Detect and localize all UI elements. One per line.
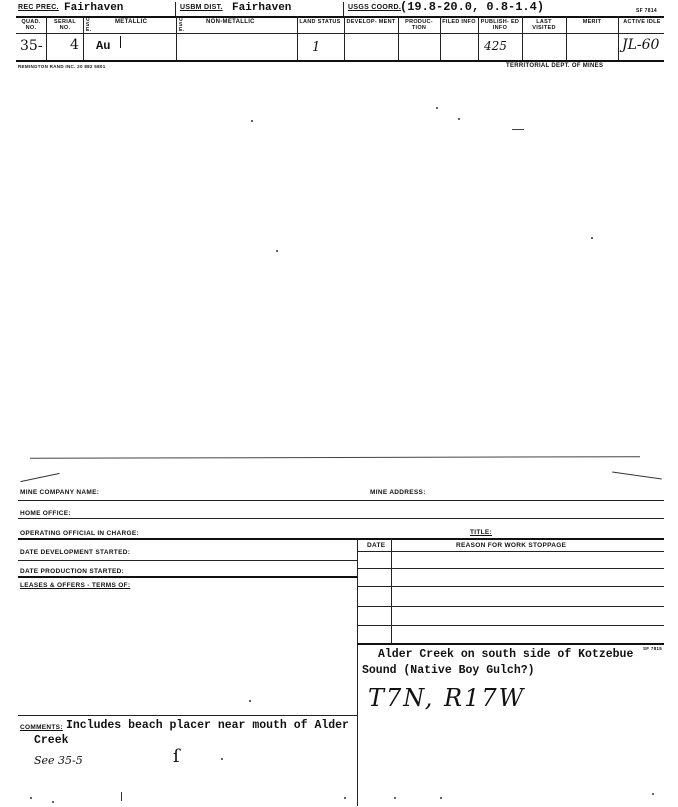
comments-line1: Includes beach placer near mouth of Alder (66, 719, 349, 732)
leases-offers-label: LEASES & OFFERS - TERMS OF: (20, 582, 131, 589)
header-filed-info: FILED INFO (442, 19, 476, 25)
header-production: PRODUC- TION (405, 19, 433, 31)
serial-value: 4 (70, 37, 79, 53)
department-imprint: TERRITORIAL DEPT. OF MINES (506, 63, 604, 69)
header-published-info: PUBLISH- ED INFO (480, 19, 520, 31)
header-land-status: LAND STATUS (299, 19, 341, 25)
date-column-header: DATE (367, 542, 386, 549)
header-use-metallic: U S E. (86, 17, 92, 33)
header-non-metallic: NON-METALLIC (206, 19, 255, 25)
published-info-value: 425 (484, 39, 507, 53)
date-development-label: DATE DEVELOPMENT STARTED: (20, 549, 131, 556)
land-status-value: 1 (312, 40, 321, 55)
usgs-coord-label: USGS COORD. (348, 4, 402, 11)
see-reference-note: See 35-5 (34, 754, 83, 767)
header-quad-no: QUAD. NO. (21, 19, 41, 31)
date-production-label: DATE PRODUCTION STARTED: (20, 568, 125, 575)
township-range-note: T7N, R17W (368, 684, 526, 712)
header-metallic: METALLIC (115, 19, 148, 25)
mine-company-name-label: MINE COMPANY NAME: (20, 489, 100, 496)
rec-prec-label: REC PREC. (18, 4, 59, 11)
home-office-label: HOME OFFICE: (20, 510, 71, 517)
comments-label: COMMENTS: (20, 724, 63, 731)
header-last-visited: LAST VISITED (532, 19, 556, 31)
location-note-line1: Alder Creek on south side of Kotzebue (378, 648, 634, 661)
usgs-coord-value: (19.8-20.0, 0.8-1.4) (400, 0, 545, 14)
location-note-line2: Sound (Native Boy Gulch?) (362, 664, 535, 677)
reason-column-header: REASON FOR WORK STOPPAGE (456, 542, 567, 549)
rec-prec-value: Fairhaven (64, 2, 124, 14)
operating-official-label: OPERATING OFFICIAL IN CHARGE: (20, 530, 139, 537)
header-use-non-metallic: U S E. (179, 17, 185, 33)
form-number-top: SF 7814 (636, 8, 658, 14)
form-number-bottom: SF 7815 (643, 646, 663, 651)
quad-value: 35- (20, 38, 43, 54)
header-development: DEVELOP- MENT (346, 19, 396, 25)
header-merit: MERIT (582, 19, 602, 25)
mine-address-label: MINE ADDRESS: (370, 489, 426, 496)
metallic-value: Au (96, 39, 111, 53)
comments-line2: Creek (34, 734, 69, 747)
printer-imprint: REMINGTON RAND INC. 20 882 5801 (18, 64, 106, 69)
usbm-dist-label: USBM DIST. (180, 4, 223, 11)
title-label: TITLE: (470, 529, 493, 536)
header-active-idle: ACTIVE IDLE (623, 19, 661, 25)
usbm-dist-value: Fairhaven (232, 2, 292, 14)
header-serial-no: SERIAL NO. (54, 19, 76, 31)
active-idle-value: JL-60 (622, 37, 660, 53)
